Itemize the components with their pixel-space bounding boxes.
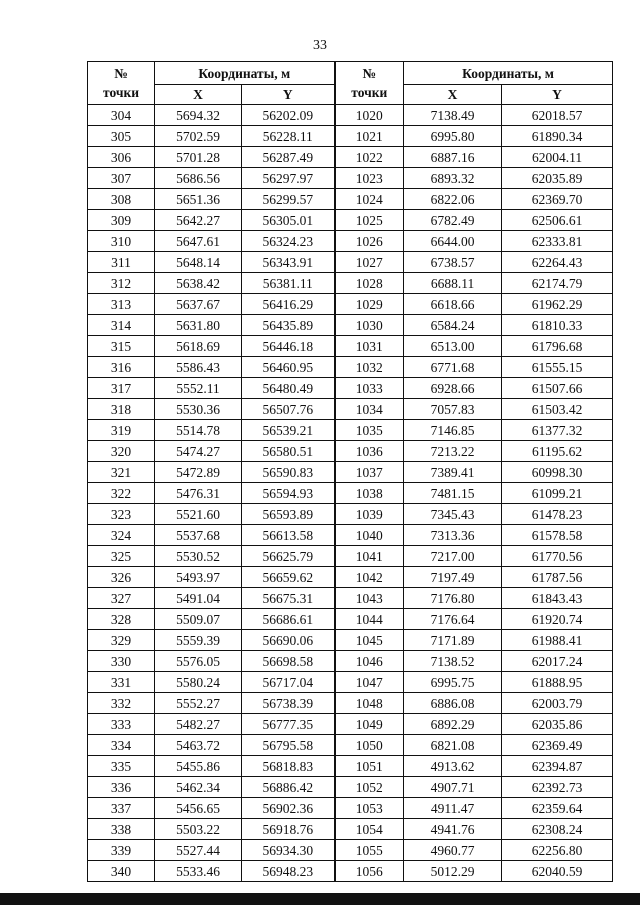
left-point-no-cell: 330: [88, 651, 155, 672]
left-point-no-cell: 306: [88, 147, 155, 168]
table-row: [88, 546, 613, 567]
table-row: [88, 147, 613, 168]
left-y-value-cell: 56593.89: [242, 504, 335, 525]
right-x-value-cell: 6887.16: [404, 147, 502, 168]
table-row: [88, 252, 613, 273]
right-point-no-cell: 1046: [335, 651, 404, 672]
right-point-no-cell: 1026: [335, 231, 404, 252]
left-x-value-cell: 5503.22: [155, 819, 242, 840]
right-point-no-cell: 1037: [335, 462, 404, 483]
left-x-value-cell: 5651.36: [155, 189, 242, 210]
left-point-no-cell: 304: [88, 105, 155, 126]
left-point-no-cell: 307: [88, 168, 155, 189]
left-x-value-cell: 5638.42: [155, 273, 242, 294]
right-point-no-cell: 1051: [335, 756, 404, 777]
left-point-no-cell: 311: [88, 252, 155, 273]
left-y-value-cell: 56480.49: [242, 378, 335, 399]
right-point-no-cell: 1028: [335, 273, 404, 294]
right-y-value-cell: 61503.42: [502, 399, 613, 420]
right-x-value-cell: 6893.32: [404, 168, 502, 189]
left-point-no-cell: 337: [88, 798, 155, 819]
right-x-value-cell: 6821.08: [404, 735, 502, 756]
right-point-no-cell: 1041: [335, 546, 404, 567]
left-point-no-cell: 313: [88, 294, 155, 315]
right-y-value-cell: 62040.59: [502, 861, 613, 882]
right-y-value-cell: 61890.34: [502, 126, 613, 147]
point-no-word: точки: [351, 85, 388, 100]
table-row: [88, 756, 613, 777]
left-x-value-cell: 5552.27: [155, 693, 242, 714]
right-x-value-cell: 7146.85: [404, 420, 502, 441]
coords-header-left: Координаты, м: [155, 62, 335, 85]
right-x-value-cell: 4913.62: [404, 756, 502, 777]
table-row: [88, 399, 613, 420]
left-x-value-cell: 5455.86: [155, 756, 242, 777]
left-x-value-cell: 5527.44: [155, 840, 242, 861]
table-row: [88, 798, 613, 819]
left-y-value-cell: 56594.93: [242, 483, 335, 504]
left-y-value-cell: 56717.04: [242, 672, 335, 693]
left-point-no-cell: 328: [88, 609, 155, 630]
right-x-value-cell: 6644.00: [404, 231, 502, 252]
table-row: [88, 105, 613, 126]
table-row: [88, 777, 613, 798]
header-row-main: [88, 62, 613, 85]
left-x-value-cell: 5701.28: [155, 147, 242, 168]
right-y-value-cell: 61787.56: [502, 567, 613, 588]
right-y-value-cell: 61507.66: [502, 378, 613, 399]
right-x-value-cell: 7138.49: [404, 105, 502, 126]
left-point-no-cell: 325: [88, 546, 155, 567]
right-y-value-cell: 61578.58: [502, 525, 613, 546]
right-point-no-cell: 1022: [335, 147, 404, 168]
left-y-value-cell: 56918.76: [242, 819, 335, 840]
table-row: [88, 840, 613, 861]
right-y-value-cell: 61478.23: [502, 504, 613, 525]
left-y-value-cell: 56590.83: [242, 462, 335, 483]
right-point-no-cell: 1043: [335, 588, 404, 609]
right-x-value-cell: 6995.80: [404, 126, 502, 147]
left-x-value-cell: 5552.11: [155, 378, 242, 399]
right-x-value-cell: 6782.49: [404, 210, 502, 231]
right-point-no-cell: 1034: [335, 399, 404, 420]
left-x-value-cell: 5491.04: [155, 588, 242, 609]
right-point-no-cell: 1050: [335, 735, 404, 756]
left-x-value-cell: 5521.60: [155, 504, 242, 525]
left-y-value-cell: 56795.58: [242, 735, 335, 756]
left-point-no-cell: 309: [88, 210, 155, 231]
point-no-header-left: [88, 62, 155, 105]
left-y-value-cell: 56435.89: [242, 315, 335, 336]
table-row: [88, 672, 613, 693]
left-point-no-cell: 316: [88, 357, 155, 378]
table-row: [88, 294, 613, 315]
right-x-value-cell: 7171.89: [404, 630, 502, 651]
right-x-value-cell: 7176.64: [404, 609, 502, 630]
left-point-no-cell: 324: [88, 525, 155, 546]
left-x-value-cell: 5631.80: [155, 315, 242, 336]
left-x-value-cell: 5456.65: [155, 798, 242, 819]
table-body: [88, 105, 613, 882]
table-row: [88, 336, 613, 357]
right-x-value-cell: 6688.11: [404, 273, 502, 294]
left-y-value-cell: 56675.31: [242, 588, 335, 609]
right-point-no-cell: 1030: [335, 315, 404, 336]
right-point-no-cell: 1024: [335, 189, 404, 210]
left-y-value-cell: 56659.62: [242, 567, 335, 588]
right-y-value-cell: 60998.30: [502, 462, 613, 483]
table-row: [88, 483, 613, 504]
table-row: [88, 357, 613, 378]
right-x-value-cell: 7138.52: [404, 651, 502, 672]
right-point-no-cell: 1056: [335, 861, 404, 882]
left-x-value-cell: 5580.24: [155, 672, 242, 693]
right-x-value-cell: 6928.66: [404, 378, 502, 399]
right-x-value-cell: 6771.68: [404, 357, 502, 378]
right-point-no-cell: 1027: [335, 252, 404, 273]
right-point-no-cell: 1044: [335, 609, 404, 630]
table-row: [88, 420, 613, 441]
left-x-value-cell: 5493.97: [155, 567, 242, 588]
right-y-value-cell: 62392.73: [502, 777, 613, 798]
left-y-value-cell: 56818.83: [242, 756, 335, 777]
left-x-value-cell: 5472.89: [155, 462, 242, 483]
right-y-value-cell: 62017.24: [502, 651, 613, 672]
left-y-value-cell: 56738.39: [242, 693, 335, 714]
left-y-value-cell: 56690.06: [242, 630, 335, 651]
left-x-value-cell: 5702.59: [155, 126, 242, 147]
right-y-value-cell: 62369.49: [502, 735, 613, 756]
table-row: [88, 714, 613, 735]
left-point-no-cell: 329: [88, 630, 155, 651]
right-y-value-cell: 62369.70: [502, 189, 613, 210]
right-point-no-cell: 1053: [335, 798, 404, 819]
left-point-no-cell: 310: [88, 231, 155, 252]
left-y-value-cell: 56777.35: [242, 714, 335, 735]
right-point-no-cell: 1036: [335, 441, 404, 462]
table-row: [88, 735, 613, 756]
right-x-value-cell: 6513.00: [404, 336, 502, 357]
scan-edge-bar: [0, 893, 640, 905]
point-no-word: точки: [102, 85, 140, 100]
right-x-value-cell: 6584.24: [404, 315, 502, 336]
right-x-value-cell: 6892.29: [404, 714, 502, 735]
right-y-value-cell: 61920.74: [502, 609, 613, 630]
table-row: [88, 231, 613, 252]
left-point-no-cell: 336: [88, 777, 155, 798]
left-y-value-cell: 56287.49: [242, 147, 335, 168]
right-y-value-cell: 62506.61: [502, 210, 613, 231]
table-row: [88, 378, 613, 399]
table-row: [88, 504, 613, 525]
table-row: [88, 693, 613, 714]
table-row: [88, 861, 613, 882]
left-x-value-cell: 5476.31: [155, 483, 242, 504]
right-point-no-cell: 1035: [335, 420, 404, 441]
right-y-value-cell: 62394.87: [502, 756, 613, 777]
left-point-no-cell: 334: [88, 735, 155, 756]
left-y-value-cell: 56613.58: [242, 525, 335, 546]
point-no-symbol: №: [362, 66, 377, 81]
right-x-value-cell: 7345.43: [404, 504, 502, 525]
right-x-value-cell: 7057.83: [404, 399, 502, 420]
y-header-right: Y: [502, 85, 613, 105]
right-point-no-cell: 1021: [335, 126, 404, 147]
right-point-no-cell: 1032: [335, 357, 404, 378]
right-x-value-cell: 4911.47: [404, 798, 502, 819]
left-point-no-cell: 338: [88, 819, 155, 840]
right-y-value-cell: 62359.64: [502, 798, 613, 819]
left-point-no-cell: 320: [88, 441, 155, 462]
right-point-no-cell: 1055: [335, 840, 404, 861]
table-row: [88, 609, 613, 630]
right-x-value-cell: 7213.22: [404, 441, 502, 462]
right-y-value-cell: 62018.57: [502, 105, 613, 126]
table-row: [88, 315, 613, 336]
right-y-value-cell: 61195.62: [502, 441, 613, 462]
left-x-value-cell: 5514.78: [155, 420, 242, 441]
left-x-value-cell: 5694.32: [155, 105, 242, 126]
right-y-value-cell: 61810.33: [502, 315, 613, 336]
right-x-value-cell: 6886.08: [404, 693, 502, 714]
left-y-value-cell: 56902.36: [242, 798, 335, 819]
right-point-no-cell: 1049: [335, 714, 404, 735]
right-x-value-cell: 6738.57: [404, 252, 502, 273]
right-x-value-cell: 5012.29: [404, 861, 502, 882]
left-point-no-cell: 339: [88, 840, 155, 861]
right-point-no-cell: 1039: [335, 504, 404, 525]
right-x-value-cell: 4960.77: [404, 840, 502, 861]
left-point-no-cell: 326: [88, 567, 155, 588]
right-point-no-cell: 1052: [335, 777, 404, 798]
left-y-value-cell: 56460.95: [242, 357, 335, 378]
table-row: [88, 819, 613, 840]
left-x-value-cell: 5482.27: [155, 714, 242, 735]
table-row: [88, 630, 613, 651]
left-y-value-cell: 56305.01: [242, 210, 335, 231]
right-y-value-cell: 62035.89: [502, 168, 613, 189]
left-y-value-cell: 56299.57: [242, 189, 335, 210]
table-row: [88, 210, 613, 231]
left-x-value-cell: 5537.68: [155, 525, 242, 546]
table-row: [88, 567, 613, 588]
right-y-value-cell: 62256.80: [502, 840, 613, 861]
right-x-value-cell: 7389.41: [404, 462, 502, 483]
right-y-value-cell: 62004.11: [502, 147, 613, 168]
table-row: [88, 462, 613, 483]
right-y-value-cell: 62174.79: [502, 273, 613, 294]
right-y-value-cell: 61962.29: [502, 294, 613, 315]
left-y-value-cell: 56886.42: [242, 777, 335, 798]
right-point-no-cell: 1048: [335, 693, 404, 714]
left-y-value-cell: 56381.11: [242, 273, 335, 294]
right-point-no-cell: 1040: [335, 525, 404, 546]
left-x-value-cell: 5648.14: [155, 252, 242, 273]
left-point-no-cell: 317: [88, 378, 155, 399]
x-header-left: X: [155, 85, 242, 105]
right-point-no-cell: 1038: [335, 483, 404, 504]
right-point-no-cell: 1054: [335, 819, 404, 840]
y-header-left: Y: [242, 85, 335, 105]
table-row: [88, 651, 613, 672]
left-y-value-cell: 56228.11: [242, 126, 335, 147]
right-y-value-cell: 61988.41: [502, 630, 613, 651]
right-point-no-cell: 1045: [335, 630, 404, 651]
left-x-value-cell: 5647.61: [155, 231, 242, 252]
left-x-value-cell: 5586.43: [155, 357, 242, 378]
left-y-value-cell: 56202.09: [242, 105, 335, 126]
right-x-value-cell: 7217.00: [404, 546, 502, 567]
table-row: [88, 441, 613, 462]
left-point-no-cell: 318: [88, 399, 155, 420]
left-point-no-cell: 335: [88, 756, 155, 777]
right-y-value-cell: 62035.86: [502, 714, 613, 735]
point-no-header-right: [335, 62, 404, 105]
left-x-value-cell: 5642.27: [155, 210, 242, 231]
right-y-value-cell: 61796.68: [502, 336, 613, 357]
left-point-no-cell: 331: [88, 672, 155, 693]
left-x-value-cell: 5509.07: [155, 609, 242, 630]
left-point-no-cell: 321: [88, 462, 155, 483]
right-point-no-cell: 1042: [335, 567, 404, 588]
left-point-no-cell: 340: [88, 861, 155, 882]
table-row: [88, 273, 613, 294]
right-x-value-cell: 4907.71: [404, 777, 502, 798]
right-point-no-cell: 1033: [335, 378, 404, 399]
table-row: [88, 189, 613, 210]
left-y-value-cell: 56297.97: [242, 168, 335, 189]
right-x-value-cell: 7313.36: [404, 525, 502, 546]
left-point-no-cell: 319: [88, 420, 155, 441]
right-y-value-cell: 62333.81: [502, 231, 613, 252]
table-row: [88, 588, 613, 609]
left-y-value-cell: 56934.30: [242, 840, 335, 861]
left-y-value-cell: 56343.91: [242, 252, 335, 273]
left-x-value-cell: 5474.27: [155, 441, 242, 462]
left-y-value-cell: 56539.21: [242, 420, 335, 441]
left-y-value-cell: 56698.58: [242, 651, 335, 672]
left-x-value-cell: 5637.67: [155, 294, 242, 315]
right-point-no-cell: 1029: [335, 294, 404, 315]
left-y-value-cell: 56580.51: [242, 441, 335, 462]
right-point-no-cell: 1031: [335, 336, 404, 357]
right-x-value-cell: 6822.06: [404, 189, 502, 210]
table-row: [88, 126, 613, 147]
right-y-value-cell: 61843.43: [502, 588, 613, 609]
left-y-value-cell: 56446.18: [242, 336, 335, 357]
right-x-value-cell: 7176.80: [404, 588, 502, 609]
left-point-no-cell: 322: [88, 483, 155, 504]
left-x-value-cell: 5576.05: [155, 651, 242, 672]
left-y-value-cell: 56324.23: [242, 231, 335, 252]
right-y-value-cell: 61555.15: [502, 357, 613, 378]
x-header-right: X: [404, 85, 502, 105]
left-point-no-cell: 323: [88, 504, 155, 525]
right-point-no-cell: 1020: [335, 105, 404, 126]
table-row: [88, 168, 613, 189]
left-y-value-cell: 56416.29: [242, 294, 335, 315]
right-y-value-cell: 61099.21: [502, 483, 613, 504]
right-y-value-cell: 62308.24: [502, 819, 613, 840]
left-y-value-cell: 56948.23: [242, 861, 335, 882]
left-point-no-cell: 333: [88, 714, 155, 735]
left-x-value-cell: 5533.46: [155, 861, 242, 882]
point-no-symbol: №: [114, 66, 128, 81]
left-point-no-cell: 308: [88, 189, 155, 210]
left-x-value-cell: 5686.56: [155, 168, 242, 189]
left-x-value-cell: 5559.39: [155, 630, 242, 651]
page-number: 33: [313, 38, 327, 53]
right-y-value-cell: 62264.43: [502, 252, 613, 273]
right-x-value-cell: 6618.66: [404, 294, 502, 315]
left-point-no-cell: 332: [88, 693, 155, 714]
left-x-value-cell: 5463.72: [155, 735, 242, 756]
right-x-value-cell: 4941.76: [404, 819, 502, 840]
left-point-no-cell: 305: [88, 126, 155, 147]
left-x-value-cell: 5530.52: [155, 546, 242, 567]
right-point-no-cell: 1023: [335, 168, 404, 189]
left-x-value-cell: 5530.36: [155, 399, 242, 420]
left-point-no-cell: 315: [88, 336, 155, 357]
right-point-no-cell: 1047: [335, 672, 404, 693]
right-point-no-cell: 1025: [335, 210, 404, 231]
right-x-value-cell: 7197.49: [404, 567, 502, 588]
right-y-value-cell: 62003.79: [502, 693, 613, 714]
right-x-value-cell: 6995.75: [404, 672, 502, 693]
left-point-no-cell: 314: [88, 315, 155, 336]
right-x-value-cell: 7481.15: [404, 483, 502, 504]
coords-header-right: Координаты, м: [404, 62, 613, 85]
left-x-value-cell: 5618.69: [155, 336, 242, 357]
left-y-value-cell: 56625.79: [242, 546, 335, 567]
left-y-value-cell: 56507.76: [242, 399, 335, 420]
right-y-value-cell: 61770.56: [502, 546, 613, 567]
left-y-value-cell: 56686.61: [242, 609, 335, 630]
right-y-value-cell: 61888.95: [502, 672, 613, 693]
table-row: [88, 525, 613, 546]
left-x-value-cell: 5462.34: [155, 777, 242, 798]
left-point-no-cell: 312: [88, 273, 155, 294]
left-point-no-cell: 327: [88, 588, 155, 609]
coordinates-table: [87, 61, 613, 882]
right-y-value-cell: 61377.32: [502, 420, 613, 441]
